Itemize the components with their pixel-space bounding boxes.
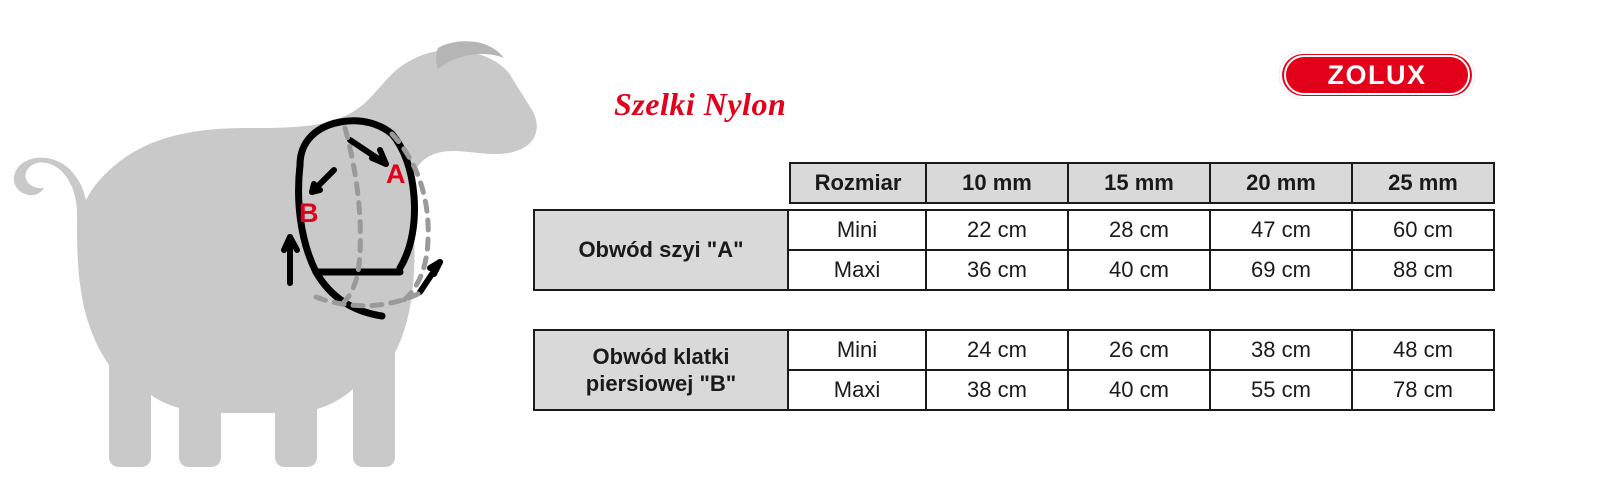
neck-maxi-20mm: 69 cm bbox=[1210, 250, 1352, 290]
neck-maxi-15mm: 40 cm bbox=[1068, 250, 1210, 290]
logo-border bbox=[1284, 55, 1470, 95]
neck-maxi-10mm: 36 cm bbox=[926, 250, 1068, 290]
row-label-chest-line2: piersiowej "B" bbox=[585, 371, 737, 396]
neck-circumference-table bbox=[533, 209, 1495, 291]
chest-maxi-25mm: 78 cm bbox=[1352, 370, 1494, 410]
header-size-0: 10 mm bbox=[926, 163, 1068, 203]
chest-circumference-table bbox=[533, 329, 1495, 411]
marker-a-label: A bbox=[386, 159, 406, 189]
row-label-chest bbox=[534, 330, 788, 410]
page-title: Szelki Nylon bbox=[614, 86, 787, 122]
table-row bbox=[534, 330, 1494, 370]
neck-mini-15mm: 28 cm bbox=[1068, 210, 1210, 250]
chest-maxi-20mm: 55 cm bbox=[1210, 370, 1352, 410]
table-row bbox=[790, 163, 1494, 203]
chest-maxi-10mm: 38 cm bbox=[926, 370, 1068, 410]
chest-mini-20mm: 38 cm bbox=[1210, 330, 1352, 370]
header-size-3: 25 mm bbox=[1352, 163, 1494, 203]
marker-b-label: B bbox=[299, 198, 319, 228]
chest-mini-25mm: 48 cm bbox=[1352, 330, 1494, 370]
header-rozmiar: Rozmiar bbox=[790, 163, 926, 203]
row-label-neck: Obwód szyi "A" bbox=[534, 210, 788, 290]
size-mini: Mini bbox=[788, 210, 926, 250]
size-maxi: Maxi bbox=[788, 370, 926, 410]
size-header-table bbox=[789, 162, 1495, 204]
logo-text: ZOLUX bbox=[1327, 59, 1427, 90]
size-maxi: Maxi bbox=[788, 250, 926, 290]
header-size-2: 20 mm bbox=[1210, 163, 1352, 203]
chest-mini-15mm: 26 cm bbox=[1068, 330, 1210, 370]
dog-harness-illustration bbox=[0, 0, 560, 477]
chest-mini-10mm: 24 cm bbox=[926, 330, 1068, 370]
dog-silhouette bbox=[14, 41, 537, 467]
row-label-chest-line1: Obwód klatki bbox=[592, 343, 730, 369]
table-row bbox=[534, 210, 1494, 250]
zolux-logo bbox=[1279, 51, 1475, 99]
neck-maxi-25mm: 88 cm bbox=[1352, 250, 1494, 290]
neck-mini-20mm: 47 cm bbox=[1210, 210, 1352, 250]
neck-mini-25mm: 60 cm bbox=[1352, 210, 1494, 250]
neck-mini-10mm: 22 cm bbox=[926, 210, 1068, 250]
size-mini: Mini bbox=[788, 330, 926, 370]
chest-maxi-15mm: 40 cm bbox=[1068, 370, 1210, 410]
header-size-1: 15 mm bbox=[1068, 163, 1210, 203]
